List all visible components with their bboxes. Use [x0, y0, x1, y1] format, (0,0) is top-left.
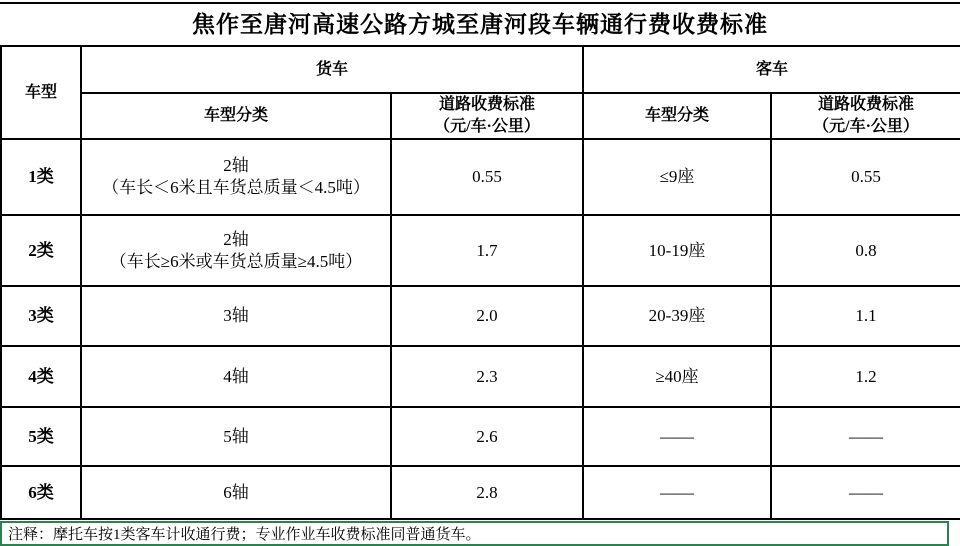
- row5-label-cell: 5类: [1, 407, 81, 466]
- row2-label-cell: 2类: [1, 215, 81, 286]
- row2-bus-class-cell: 10-19座: [583, 215, 771, 286]
- row1-bus-rate-cell: 0.55: [771, 139, 960, 215]
- row5-truck-rate-cell: 2.6: [391, 407, 583, 466]
- table-row: [1, 346, 960, 407]
- row2-truck-class-line1: 2轴: [223, 229, 249, 249]
- row3-truck-class-cell: [81, 286, 391, 346]
- row4-label-cell: 4类: [1, 346, 81, 407]
- row3-bus-rate-cell: 1.1: [771, 286, 960, 346]
- table-row: [1, 139, 960, 215]
- header-bus-rate-line1: 道路收费标准: [818, 96, 915, 113]
- row6-truck-class-line1: 6轴: [223, 482, 249, 502]
- row6-bus-class-cell: ——: [583, 466, 771, 519]
- header-truck-rate-line2: （元/车·公里）: [434, 118, 540, 135]
- row1-truck-class-line1: 2轴: [223, 156, 249, 175]
- header-row-columns: [1, 93, 960, 139]
- row4-truck-class-cell: [81, 346, 391, 407]
- row2-truck-class-line2: （车长≥6米或车货总质量≥4.5吨）: [109, 251, 363, 271]
- row3-truck-rate-cell: 2.0: [391, 286, 583, 346]
- toll-fee-table: [0, 45, 960, 520]
- row6-bus-rate-cell: ——: [771, 466, 960, 519]
- row6-label-cell: 6类: [1, 466, 81, 519]
- row1-bus-class-cell: ≤9座: [583, 139, 771, 215]
- row1-label-cell: 1类: [1, 139, 81, 215]
- row3-label-cell: 3类: [1, 286, 81, 346]
- row4-bus-rate-cell: 1.2: [771, 346, 960, 407]
- note-box: [0, 521, 949, 546]
- row1-truck-class-line2: （车长＜6米且车货总质量＜4.5吨）: [102, 178, 370, 197]
- note-text: 注释：摩托车按1类客车计收通行费；专业作业车收费标准同普通货车。: [8, 527, 481, 543]
- row5-truck-class-cell: [81, 407, 391, 466]
- row2-bus-rate-cell: 0.8: [771, 215, 960, 286]
- row4-truck-class-line1: 4轴: [223, 366, 249, 386]
- row3-bus-class-cell: 20-39座: [583, 286, 771, 346]
- table-row: [1, 286, 960, 346]
- row3-truck-class-line1: 3轴: [223, 306, 249, 325]
- row2-truck-class-cell: [81, 215, 391, 286]
- table-row: [1, 407, 960, 466]
- row6-truck-rate-cell: 2.8: [391, 466, 583, 519]
- table-row: [1, 466, 960, 519]
- row1-truck-class-cell: [81, 139, 391, 215]
- row2-truck-rate-cell: 1.7: [391, 215, 583, 286]
- header-row-groups: [1, 46, 960, 93]
- header-bus-rate: [771, 93, 960, 139]
- row6-truck-class-cell: [81, 466, 391, 519]
- row5-bus-class-cell: ——: [583, 407, 771, 466]
- header-bus-rate-line2: （元/车·公里）: [813, 118, 919, 135]
- header-vehicle-type: 车型: [1, 46, 81, 139]
- row1-truck-rate-cell: 0.55: [391, 139, 583, 215]
- header-bus-class: 车型分类: [583, 93, 771, 139]
- page-title: 焦作至唐河高速公路方城至唐河段车辆通行费收费标准: [192, 11, 768, 37]
- row5-truck-class-line1: 5轴: [223, 426, 249, 446]
- row5-bus-rate-cell: ——: [771, 407, 960, 466]
- row4-truck-rate-cell: 2.3: [391, 346, 583, 407]
- header-truck-rate-line1: 道路收费标准: [439, 96, 536, 113]
- header-truck-class: 车型分类: [81, 93, 391, 139]
- row4-bus-class-cell: ≥40座: [583, 346, 771, 407]
- header-bus-group: 客车: [583, 46, 960, 93]
- header-truck-rate: [391, 93, 583, 139]
- header-truck-group: 货车: [81, 46, 583, 93]
- table-row: [1, 215, 960, 286]
